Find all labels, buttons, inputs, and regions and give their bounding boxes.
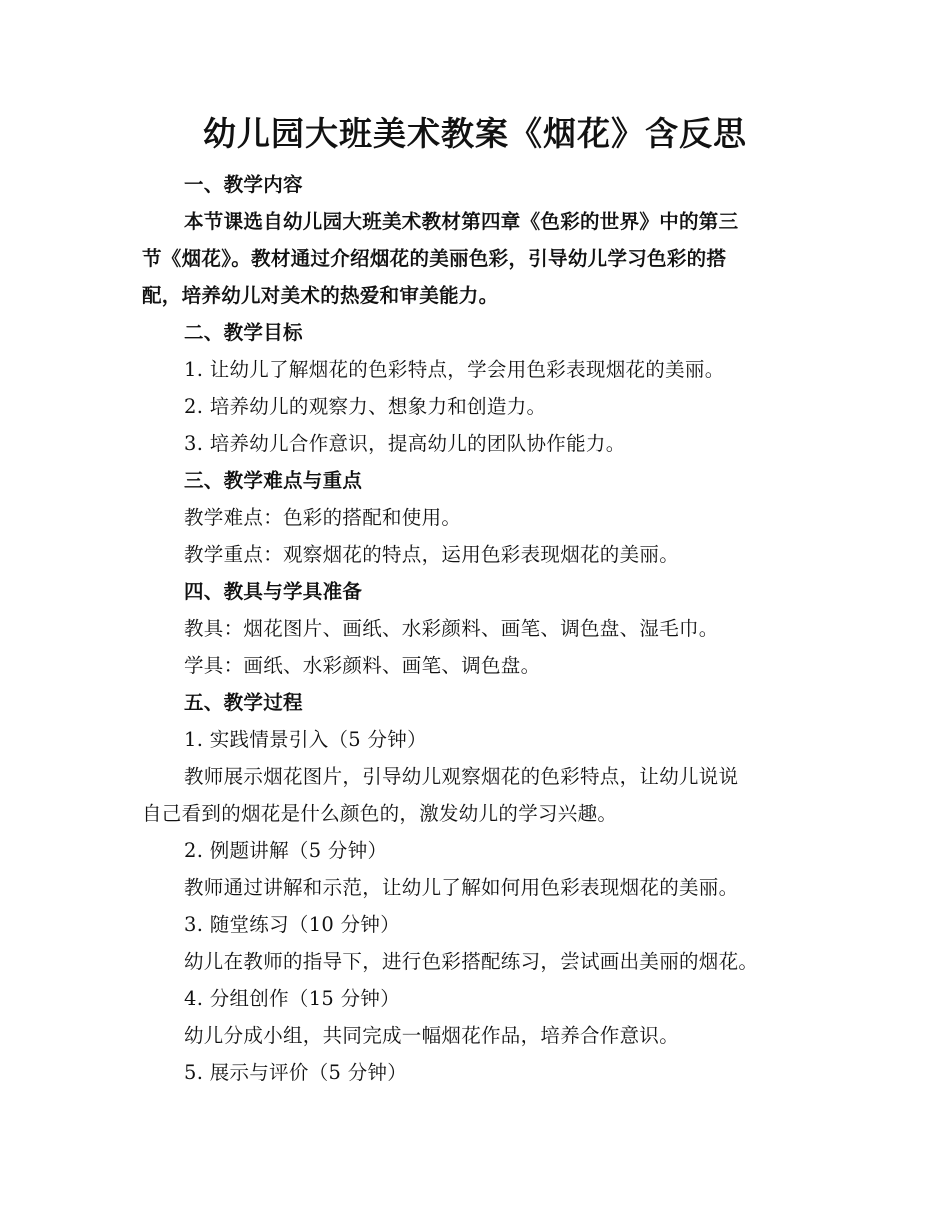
process-step-text: 教师通过讲解和示范，让幼儿了解如何用色彩表现烟花的美丽。 — [184, 876, 739, 899]
section-heading-materials: 四、教具与学具准备 — [184, 580, 363, 603]
section-heading-process: 五、教学过程 — [184, 691, 303, 714]
student-materials: 学具：画纸、水彩颜料、画笔、调色盘。 — [184, 654, 541, 677]
goal-item: 2. 培养幼儿的观察力、想象力和创造力。 — [184, 395, 547, 418]
content-paragraph-line: 节《烟花》。教材通过介绍烟花的美丽色彩，引导幼儿学习色彩的搭 — [142, 247, 727, 270]
process-step-title: 5. 展示与评价（5 分钟） — [184, 1061, 408, 1084]
process-step-title: 1. 实践情景引入（5 分钟） — [184, 728, 427, 751]
process-step-text: 幼儿分成小组，共同完成一幅烟花作品，培养合作意识。 — [184, 1024, 680, 1047]
process-step-title: 2. 例题讲解（5 分钟） — [184, 839, 388, 862]
process-step-text: 自己看到的烟花是什么颜色的，激发幼儿的学习兴趣。 — [142, 802, 618, 825]
goal-item: 1. 让幼儿了解烟花的色彩特点，学会用色彩表现烟花的美丽。 — [184, 358, 725, 381]
difficulty-text: 教学难点：色彩的搭配和使用。 — [184, 506, 462, 529]
process-step-title: 4. 分组创作（15 分钟） — [184, 987, 401, 1010]
page-title: 幼儿园大班美术教案《烟花》含反思 — [203, 114, 747, 153]
section-heading-difficulties: 三、教学难点与重点 — [184, 469, 363, 492]
content-paragraph-line: 本节课选自幼儿园大班美术教材第四章《色彩的世界》中的第三 — [184, 210, 739, 233]
process-step-title: 3. 随堂练习（10 分钟） — [184, 913, 401, 936]
teacher-materials: 教具：烟花图片、画纸、水彩颜料、画笔、调色盘、湿毛巾。 — [184, 617, 719, 640]
focus-text: 教学重点：观察烟花的特点，运用色彩表现烟花的美丽。 — [184, 543, 680, 566]
section-heading-content: 一、教学内容 — [184, 173, 303, 196]
document-body — [142, 166, 812, 1091]
process-step-text: 教师展示烟花图片，引导幼儿观察烟花的色彩特点，让幼儿说说 — [184, 765, 739, 788]
process-step-text: 幼儿在教师的指导下，进行色彩搭配练习，尝试画出美丽的烟花。 — [184, 950, 759, 973]
content-paragraph-line: 配，培养幼儿对美术的热爱和审美能力。 — [142, 284, 499, 307]
section-heading-goals: 二、教学目标 — [184, 321, 303, 344]
goal-item: 3. 培养幼儿合作意识，提高幼儿的团队协作能力。 — [184, 432, 626, 455]
